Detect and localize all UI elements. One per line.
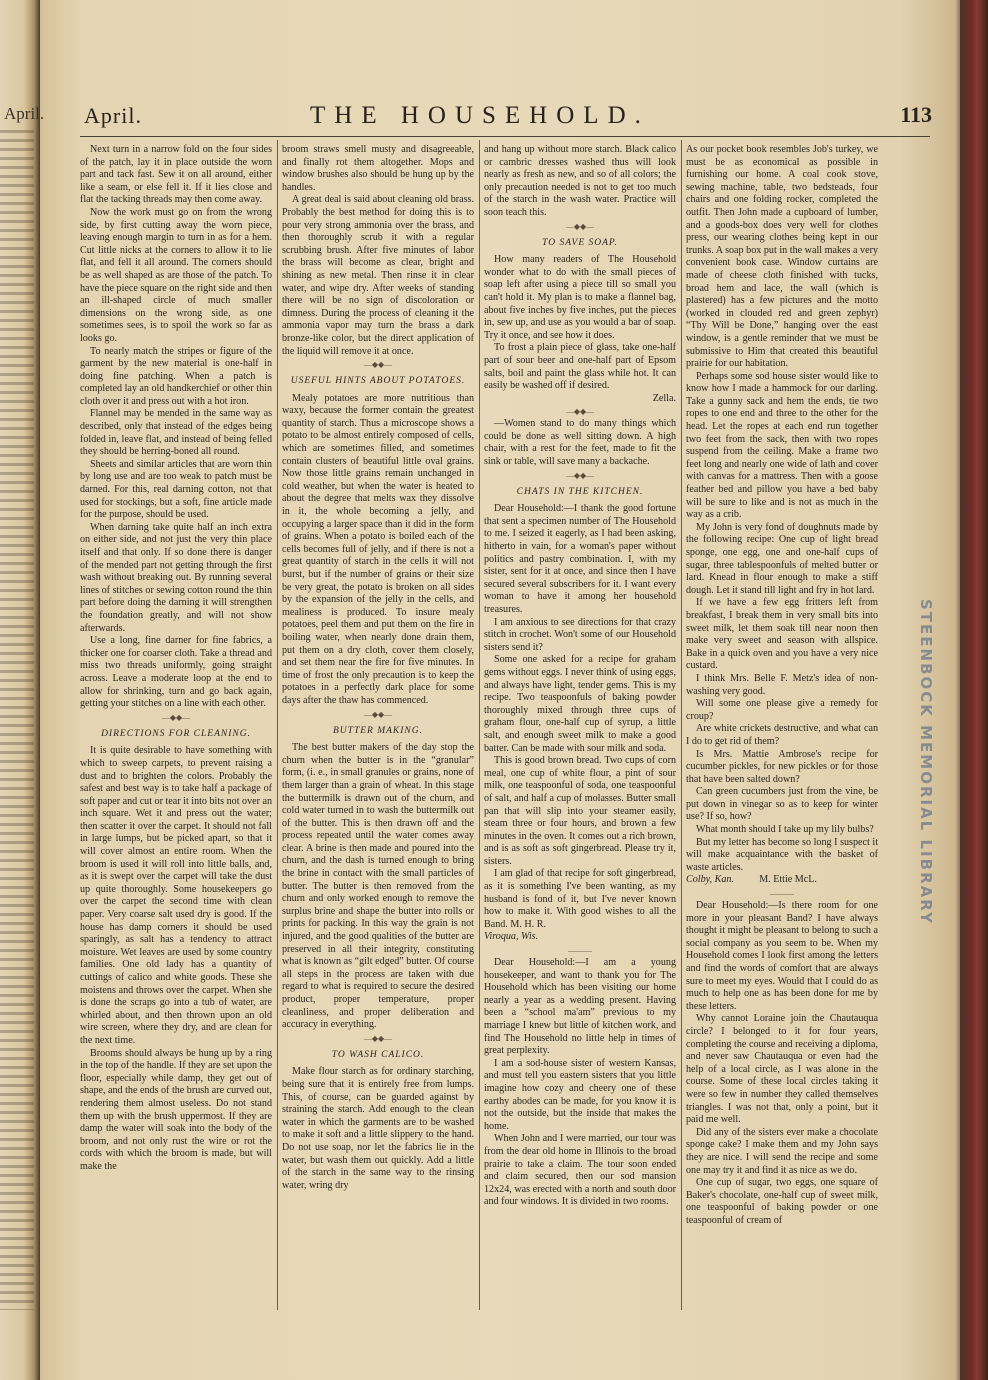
paragraph: If we have a few egg fritters left from breakfast, I break them in very small bits into sweet milk, let them soak till near noon then make very sweet and season with allspice. Bake in a quick oven and you have a very nice custard. [686,597,878,672]
paragraph: A great deal is said about cleaning old brass. Probably the best method for doing this is to pour very strong ammonia over the brass, and then thoroughly scrub it with a regular scrubbing brush. After five minutes of labor the brass will become as clear, bright and shining as new metal. Then rinse it in clear water, and wipe dry. After weeks of standing there will be no sign of discoloration or dimness. During the process of cleaning it the ammonia vapor may turn the brass a dark bronze-like color, but the direct application of the liquid will remove it at once. [282,194,474,357]
paragraph: But my letter has become so long I suspect it will make acquaintance with the basket of waste articles. [686,836,878,873]
column-divider [479,140,480,1310]
section-heading: USEFUL HINTS ABOUT POTATOES. [290,376,466,387]
section-heading: DIRECTIONS FOR CLEANING. [101,728,251,739]
column-2 [282,144,474,1304]
paragraph: broom straws smell musty and disagreeable, and finally rot them altogether. Mops and window brushes also should be hung up by the handles. [282,144,474,193]
library-stamp: STEENBOCK MEMORIAL LIBRARY [917,599,935,925]
paragraph: I am anxious to see directions for that crazy stitch in crochet. Won't some of our Household sisters send it? [484,616,676,653]
paragraph: This is good brown bread. Two cups of corn meal, one cup of white flour, a pint of sour milk, one teaspoonful of soda, one teaspoonful of salt, and half a cup of molasses. Butter small pan that will slip into your steamer easily, steam three or four hours, and brown a few minutes in the oven. It comes out a rich brown, and is as soft as soft gingerbread. Please try it, sisters. [484,755,676,867]
paragraph: One cup of sugar, two eggs, one square of Baker's chocolate, one-half cup of sweet milk, one teaspoonful of baking powder or one teaspoonful of cream of [686,1177,878,1226]
paragraph: Dear Household:—I am a young housekeeper, and want to thank you for The Household which has been visiting our home nearly a year as a wedding present. Having been a “school ma'am” previous to my marriage I knew but little of kitchen work, and find The Household no little help in times of great perplexity. [484,957,676,1057]
paragraph: Are white crickets destructive, and what can I do to get rid of them? [686,723,878,747]
paragraph: Will some one please give a remedy for croup? [686,698,878,722]
paragraph: Use a long, fine darner for fine fabrics, a thicker one for coarser cloth. Take a thread and miss two threads uniformly, going straight across. Leave a moderate loop at the end to allow for shrinking, turn and go back again, getting your stitches on a line with each other. [80,635,272,710]
page-number: 113 [900,102,932,127]
section-ornament: —◆◆— [565,470,595,480]
binding-spine [960,0,988,1380]
section-ornament: —◆◆— [565,221,595,231]
paragraph: Flannel may be mended in the same way as described, only that instead of the edges being folded in, leave flat, and instead of being felled they should be herring-boned all round. [80,408,272,458]
paragraph: and hang up without more starch. Black calico or cambric dresses washed thus will look nearly as fresh as new, and so of all colors; the only precaution needed is not to get too much of the starch in the wash water. Practice will soon teach this. [484,144,676,218]
facing-page-heading: April. [4,104,45,123]
section-ornament: —◆◆— [161,712,191,722]
column-3 [484,144,676,1304]
paragraph: Perhaps some sod house sister would like to know how I made a hammock for our darling. Take a gunny sack and hem the ends, tie two ropes to one end and three to the other for the head. Let the ropes at each end run together two feet from the sack, then with two ropes suspend from the ceiling. Make a frame two feet long and nearly one wide of lath and cover with canvas for a mattress. Then with a goose feather bed and pillow you have a bed baby will be sure to like and is not as much in the way as a crib. [686,370,878,521]
paragraph: It is quite desirable to have something with which to sweep carpets, to prevent raising a dust and to brighten the colors. Probably the safest and best way is to take half a package of soft paper and cut or tear it into bits not over an inch square. Wet it and press out the water; then scatter it over the carpet. It should not fall in large lumps, but be picked apart, so that it will cover almost an entire room. When the broom is used it will roll into little balls, and, as it is swept over the carpet will take the dust up quite thoroughly. Some housekeepers go over the carpet the second time with clean paper. Very coarse salt used dry is good. If the house has damp corners it should be used sparingly, as salt has a tendency to attract moisture. Wet leaves are used by some country families. One old lady has a quantity of cuttings of calico and white goods. These she moistens and throws over the carpet. When she is done the scraps go into a tub of water, are whirled about, and then thrown upon an old wire screen, where they dry, and are clean for the next time. [80,745,273,1046]
paragraph: When John and I were married, our tour was from the dear old home in Illinois to the broad prairie to take a claim. The tour soon ended and claim secured, then our sod mansion 12x24, was erected with a north and south door and four windows. It is divided in two rooms. [484,1133,676,1208]
signature-name: M. Ettie McL. [759,874,817,886]
newspaper-page [80,100,952,1325]
section-ornament: —◆◆— [565,407,595,417]
header-month: April. [84,103,142,128]
page-header [80,100,952,136]
section-ornament: —◆◆— [363,1033,393,1043]
paragraph: Can green cucumbers just from the vine, be put down in vinegar so as to keep for winter use? If so, how? [686,786,878,823]
signature: Zella. [652,392,676,404]
paragraph: I am a sod-house sister of western Kansas, and must tell you eastern sisters that you little imagine how cozy and cheery one of these earthy abodes can be made, for you know it is not the outside, but the inside that makes the home. [484,1057,676,1132]
paragraph: Brooms should always be hung up by a ring in the top of the handle. If they are set upon the floor, especially while damp, they get out of shape, and the ends of the brush are curved out, rendering them almost useless. Do not stand them up with the brush uppermost. If they are damp the water will soak into the body of the broom, and not only rust the wire or rot the cords with which the broom is made, but will make the [80,1047,272,1172]
paragraph: Did any of the sisters ever make a chocolate sponge cake? I make them and my John says they are nice. I will send the recipe and some one may try it and find it as nice as we do. [686,1126,878,1176]
paragraph: What month should I take up my lily bulbs? [696,824,874,836]
paragraph: Mealy potatoes are more nutritious than waxy, because the former contain the greatest quantity of starch. Thus a microscope shows a potato to be almost entirely composed of cells, which are sometimes filled, and sometimes contain clusters of beautiful little oval grains. Now those little grains remain unchanged in cold weather, but when the water is heated to about the degree that melts wax they dissolve in it, the whole becoming a jelly, and occupying a larger space than it did in the form of grains. When a potato is boiled each of the cells becomes full of jelly, and if there is not a great quantity of starch in the cells it will not burst, but if the number of grains or their size be very great, the potato is broken on all sides by the expansion of the jelly in the cells, and mealiness is produced. To insure mealy potatoes, peel them and put them on the fire in boiling water, when nearly done drain them, put them on a dry cloth, cover them closely, and set them near the fire for five minutes. In time of frost the only precaution is to keep the potatoes in a perfectly dark place for some days after the thaw has commenced. [282,392,474,706]
paragraph: I am glad of that recipe for soft gingerbread, as it is something I've been wanting, as my husband is fond of it, but I've never known how to make it. With good wishes to all the Band. M. H. R. [484,868,676,930]
section-ornament: ——— [770,889,794,899]
paragraph: Sheets and similar articles that are worn thin by long use and are too weak to patch must be darned. For this, real darning cotton, not that used for stockings, but a soft, fine article made for the purpose, should be used. [80,458,272,521]
paragraph: The best butter makers of the day stop the churn when the butter is in the “granular” form, (i. e., in small granules or grains, none of them larger than a grain of wheat. In this stage the buttermilk is drawn out of the churn, and cold water turned in to wash the buttermilk out of the butter. This is then drawn off and the process repeated until the water comes away clear. A brine is then made and poured into the churn, and the dash is turned enough to bring the brine in contact with the small particles of butter. The butter is then removed from the churn and only worked enough to remove the surplus brine and shape the butter into rolls or prints for packing. In this way the grain is not injured, and the good qualities of the butter are preserved in all their integrity, constituting what is known as “gilt edged” butter. Of course all steps in the process are taken with due regard to what is required to secure the desired product, proper temperature, proper cleanliness, and proper deliberation and accuracy in everything. [282,742,474,1031]
header-rule [80,136,930,137]
signature-line [686,874,878,887]
paragraph: To frost a plain piece of glass, take one-half part of sour beer and one-half part of Epsom salts, boil and paint the glass while hot. It can easily be washed off if desired. [484,342,676,392]
column-divider [681,140,682,1310]
paragraph: Next turn in a narrow fold on the four sides of the patch, lay it in place outside the worn part and tack fast. Sew it on all around, either like a seam, or else fell it. If it lies close and flat the tacking threads may then come away. [80,144,272,206]
paragraph: Now the work must go on from the wrong side, by first cutting away the worn piece, leaving enough margin to turn in as for a hem. Cut little nicks at the corners to allow it to lie flat, and fell it all around. The corners should be as well shaped as are those of the patch. To have the piece square on the right side and then an ill-shaped circle of much smaller dimensions on the wrong side, as one sometimes sees, is to spoil the work so far as looks go. [80,206,272,344]
facing-page-edge [0,0,45,1380]
paragraph: Some one asked for a recipe for graham gems without eggs. I never think of using eggs, and always have light, tender gems. This is my recipe. Two teaspoonfuls of baking powder thoroughly mixed through three cups of graham flour, one-half cup of syrup, a little salt, and enough sweet milk to make a good batter. Can be made with sour milk and soda. [484,654,676,754]
paragraph: When darning take quite half an inch extra on either side, and not just the very thin place itself and that only. If so done there is danger of the mended part not getting through the first wash without breaking out. By running several lines of stitches or sewing cotton round the thin part before doing the darning it will strengthen the foundation greatly, and will not show afterwards. [80,521,272,634]
paragraph: To nearly match the stripes or figure of the garment by the new material is one-half in doing fine patching. When a patch is completed lay an old handkerchief or other thin cloth over it and press out with a hot iron. [80,345,272,407]
paragraph: Dear Household:—Is there room for one more in your pleasant Band? I have always thought it might be pleasant to belong to such a social company as you seem to be. When my Household comes I look first among the letters and find the words of comfort that are always sure to meet my eyes. Would that I could do as much to help one as has been done for me by these letters. [686,900,878,1012]
facing-page-text-lines [0,130,34,1310]
signature-place: Colby, Kan. [686,874,734,886]
paragraph: My John is very fond of doughnuts made by the following recipe: One cup of light bread sponge, one egg, one and one-half cups of sugar, three tablespoonfuls of melted butter or lard. Knead in flour enough to make a stiff dough. Let it stand till light and fry in hot lard. [686,521,878,596]
paragraph: As our pocket book resembles Job's turkey, we must be as economical as possible in furnishing our home. A coal cook stove, sewing machine, table, two bedsteads, four chairs and one folding rocker, completed the outfit. Then John made a cupboard of lumber, and a goods-box does very well for clothes press, our wearing clothes being kept in our trunks. A soap box put in the wall makes a very convenient book case. Window curtains are made of cheese cloth finished with tucks, broad hem and lace, the wall (which is plastered) has a few pictures and the motto (worked in clouded red and green zephyr) “Thy Will be Done,” hanging over the east window, is a gentle reminder that we must be submissive to Him that created this beautiful prairie for our habitation. [686,144,878,370]
paragraph: —Women stand to do many things which could be done as well sitting down. A high chair, with a rest for the feet, made to fit the sink or table, will save many a backache. [484,418,676,468]
section-ornament: —◆◆— [363,709,393,719]
column-4 [686,144,878,1304]
column-divider [277,140,278,1310]
signature-place: Viroqua, Wis. [484,931,539,943]
paragraph: Is Mrs. Mattie Ambrose's recipe for cucumber pickles, for new pickles or for those that have been salted down? [686,748,878,785]
paragraph: Make flour starch as for ordinary starching, being sure that it is entirely free from lumps. This, of course, can be guarded against by straining the starch. Add enough to the clean water in which the garments are to be washed to make it soft and a little slippery to the hand. Do not use soap, nor let the fabrics lie in the water, but wash them out quickly. Add a little of the starch in the same way to the rinsing water, wring dry [282,1066,474,1191]
paragraph: Why cannot Loraine join the Chautauqua circle? I belonged to it for four years, completing the course and receiving a diploma, and never saw Chautauqua or even had the help of a local circle, as I was alone in the course. Some of these local circles taking it were so few in number they called themselves triangles. I was not that, only a point, but it paid me well. [686,1013,878,1126]
section-heading: BUTTER MAKING. [333,725,423,736]
header-title: THE HOUSEHOLD. [310,102,650,129]
section-heading: TO SAVE SOAP. [542,237,618,248]
paragraph: I think Mrs. Belle F. Metz's idea of non-washing very good. [686,672,878,697]
section-heading: TO WASH CALICO. [331,1049,425,1060]
section-ornament: ——— [568,946,592,956]
paragraph: Dear Household:—I thank the good fortune that sent a specimen number of The Household to me. I seized it eagerly, as I had been asking, hitherto in vain, for a woman's paper without politics and pastry combination. I, with my sister, sent for it at once, and since then I have secured several subscribers for it. I want every woman to have it among her household treasures. [484,503,676,615]
section-ornament: —◆◆— [363,360,393,370]
paragraph: How many readers of The Household wonder what to do with the small pieces of soap left after using a piece till so small you can't hold it. My plan is to make a flannel bag, about five inches by five inches, put the pieces in, sew up, and use as you would a bar of soap. Try it once, and see how it does. [484,254,676,341]
column-1 [80,144,272,1304]
section-heading: CHATS IN THE KITCHEN. [516,486,644,497]
